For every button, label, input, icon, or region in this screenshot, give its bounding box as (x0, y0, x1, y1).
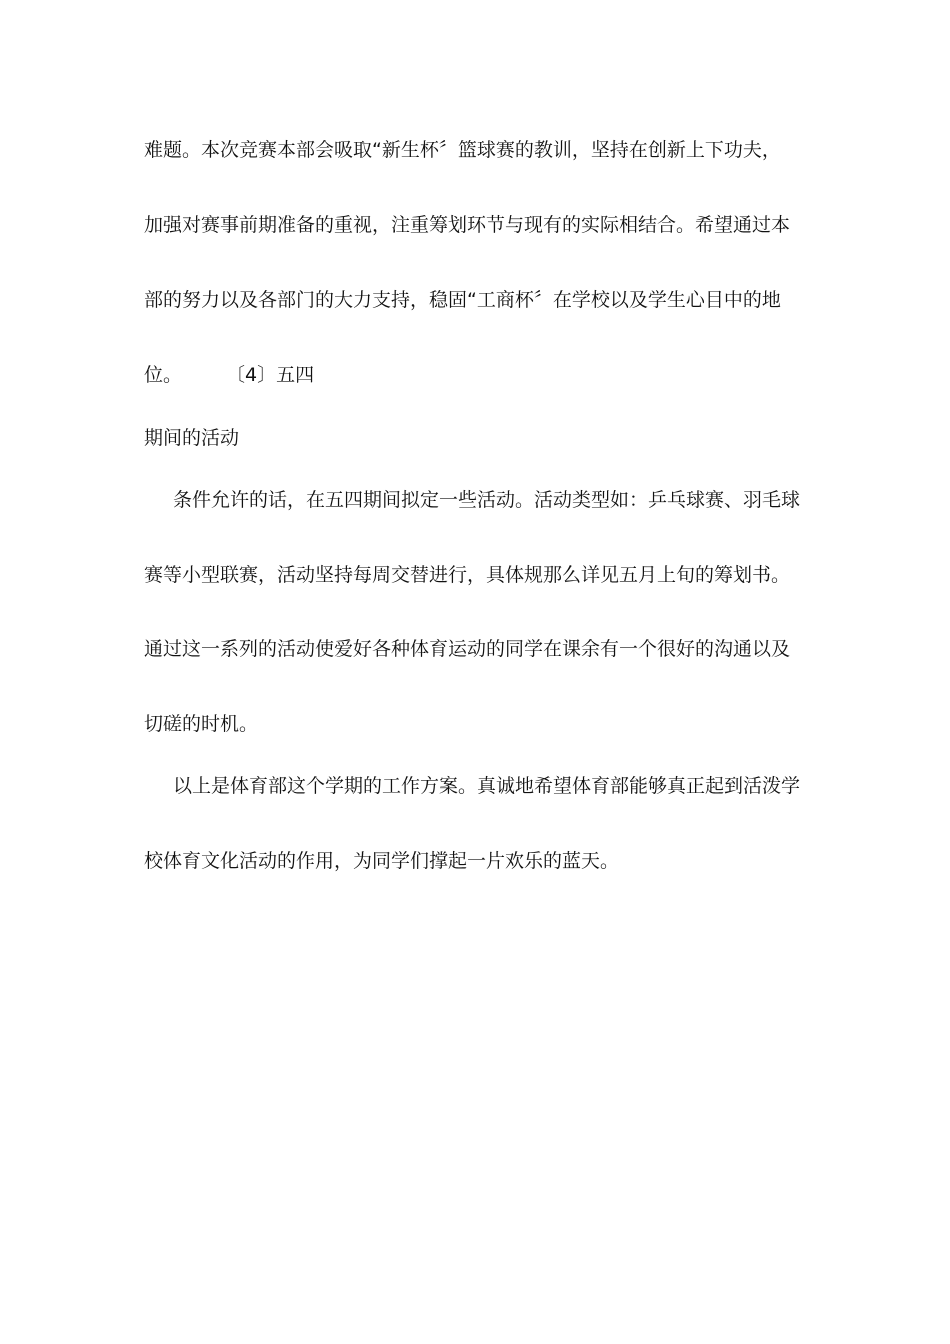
paragraph-line: 赛等小型联赛，活动坚持每周交替进行，具体规那么详见五月上旬的筹划书。 (144, 564, 791, 586)
paragraph-line: 通过这一系列的活动使爱好各种体育运动的同学在课余有一个很好的沟通以及 (144, 638, 791, 660)
paragraph-line: 以上是体育部这个学期的工作方案。真诚地希望体育部能够真正起到活泼学 (173, 775, 801, 797)
paragraph-line-end: 位。 (144, 364, 183, 386)
paragraph-line: 校体育文化活动的作用，为同学们撑起一片欢乐的蓝天。 (144, 850, 620, 872)
paragraph-line: 切磋的时机。 (144, 713, 259, 735)
paragraph-line: 条件允许的话，在五四期间拟定一些活动。活动类型如：乒乓球赛、羽毛球 (173, 489, 801, 511)
section-heading-continuation: 期间的活动 (144, 427, 240, 449)
paragraph-line: 部的努力以及各部门的大力支持，稳固“工商杯〞在学校以及学生心目中的地 (144, 289, 781, 311)
paragraph-line (144, 363, 314, 387)
paragraph-line: 难题。本次竞赛本部会吸取“新生杯〞篮球赛的教训，坚持在创新上下功夫， (144, 139, 781, 161)
section-heading-number: 〔4〕五四 (226, 364, 315, 386)
paragraph-line: 加强对赛事前期准备的重视，注重筹划环节与现有的实际相结合。希望通过本 (144, 214, 791, 236)
